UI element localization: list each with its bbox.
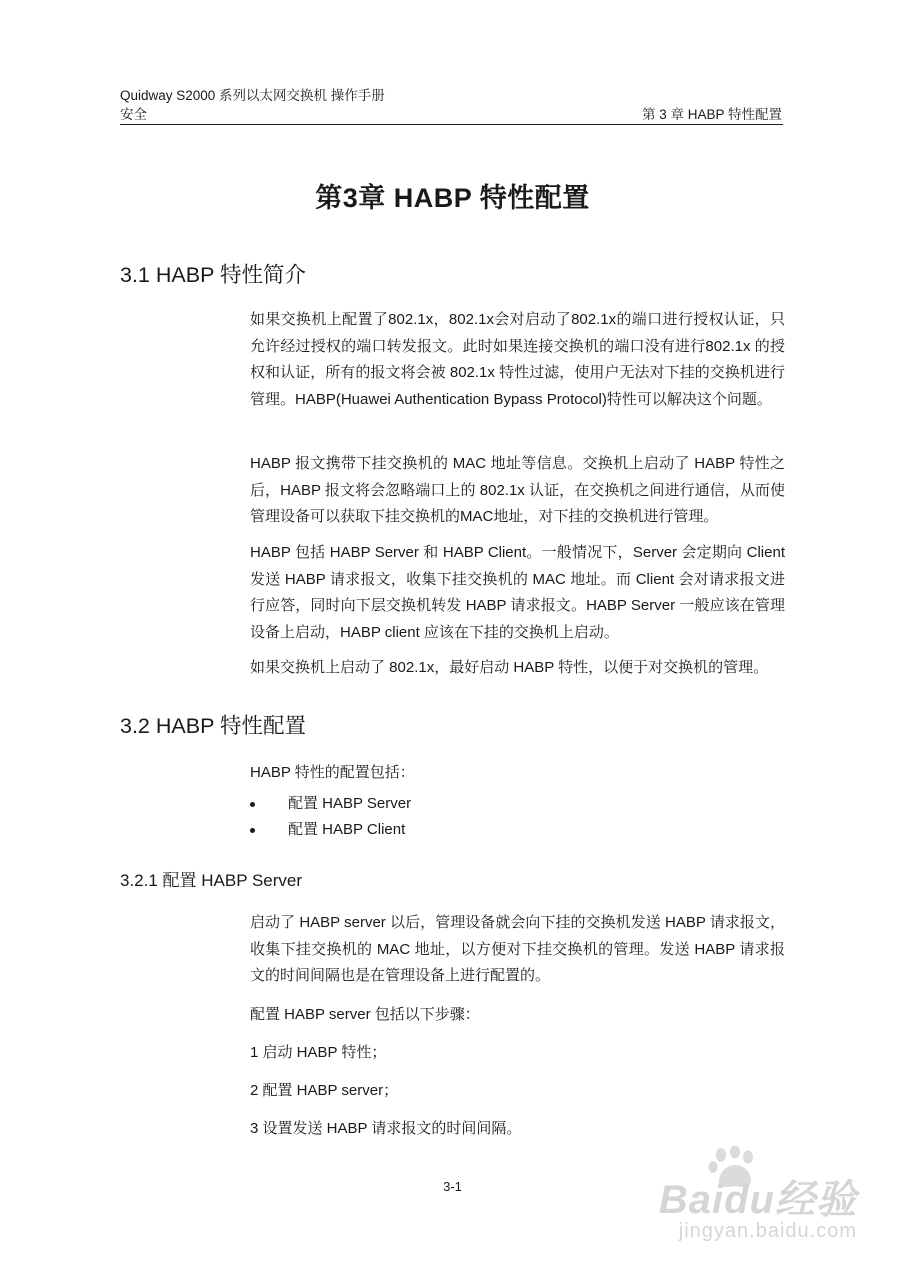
section-3-1-body-2 bbox=[250, 451, 785, 531]
page-number: 3-1 bbox=[443, 1179, 462, 1194]
section-3-1-body-4 bbox=[250, 655, 785, 682]
steps-intro: 配置 HABP server 包括以下步骤： bbox=[250, 1006, 480, 1023]
section-3-1-heading: 3.1 HABP 特性简介 bbox=[120, 263, 306, 287]
paragraph: 启动了 HABP server 以后，管理设备就会向下挂的交换机发送 HABP 请求报文，收集下挂交换机的 MAC 地址，以方便对下挂交换机的管理。发送 HABP 请求报文的时间间隔也是在管理设备上进行配置的。 bbox=[250, 914, 785, 984]
bullet-text: 配置 HABP Client bbox=[288, 821, 406, 838]
step-item: 3 设置发送 HABP 请求报文的时间间隔。 bbox=[250, 1120, 522, 1137]
section-3-1-body bbox=[250, 307, 785, 413]
paragraph: HABP 报文携带下挂交换机的 MAC 地址等信息。交换机上启动了 HABP 特性之后，HABP 报文将会忽略端口上的 802.1x 认证，在交换机之间进行通信，从而使管理设备可以获取下挂交换机的MAC地址，对下挂的交换机进行管理。 bbox=[250, 455, 785, 525]
bullet-icon bbox=[250, 828, 255, 833]
paragraph: 如果交换机上配置了802.1x，802.1x会对启动了802.1x的端口进行授权认证，只允许经过授权的端口转发报文。此时如果连接交换机的端口没有进行802.1x 的授权和认证，所有的报文将会被 802.1x 特性过滤，使用户无法对下挂的交换机进行管理。HABP(Huawei Authentication Bypass Protocol)特性可以解决这个问题。 bbox=[250, 311, 785, 408]
header-chapter-name: 第 3 章 HABP 特性配置 bbox=[641, 107, 782, 122]
header-manual-title: Quidway S2000 系列以太网交换机 操作手册 bbox=[120, 88, 385, 103]
paragraph: 如果交换机上启动了 802.1x，最好启动 HABP 特性，以便于对交换机的管理。 bbox=[250, 659, 769, 676]
bullet-icon bbox=[250, 802, 255, 807]
section-3-2-1-body bbox=[250, 910, 785, 990]
step-item: 1 启动 HABP 特性； bbox=[250, 1044, 387, 1061]
watermark-url: jingyan.baidu.com bbox=[678, 1220, 857, 1242]
chapter-title: 第3章 HABP 特性配置 bbox=[315, 183, 590, 213]
bullet-text: 配置 HABP Server bbox=[288, 795, 412, 812]
section-3-1-body-3 bbox=[250, 540, 785, 646]
running-header-left bbox=[120, 86, 385, 124]
section-3-2-1-heading: 3.2.1 配置 HABP Server bbox=[120, 871, 303, 890]
header-section-name: 安全 bbox=[120, 107, 147, 122]
paragraph: HABP 包括 HABP Server 和 HABP Client。一般情况下，Server 会定期向 Client 发送 HABP 请求报文，收集下挂交换机的 MAC 地址。而 Client 会对请求报文进行应答，同时向下层交换机转发 HABP 请求报文。HABP Server 一般应该在管理设备上启动，HABP client 应该在下挂的交换机上启动。 bbox=[250, 544, 785, 641]
header-divider bbox=[120, 124, 783, 125]
step-item: 2 配置 HABP server； bbox=[250, 1082, 399, 1099]
section-3-2-heading: 3.2 HABP 特性配置 bbox=[120, 714, 306, 738]
watermark-brand: Baidu经验 bbox=[658, 1178, 857, 1222]
section-3-2-intro: HABP 特性的配置包括： bbox=[250, 764, 415, 781]
